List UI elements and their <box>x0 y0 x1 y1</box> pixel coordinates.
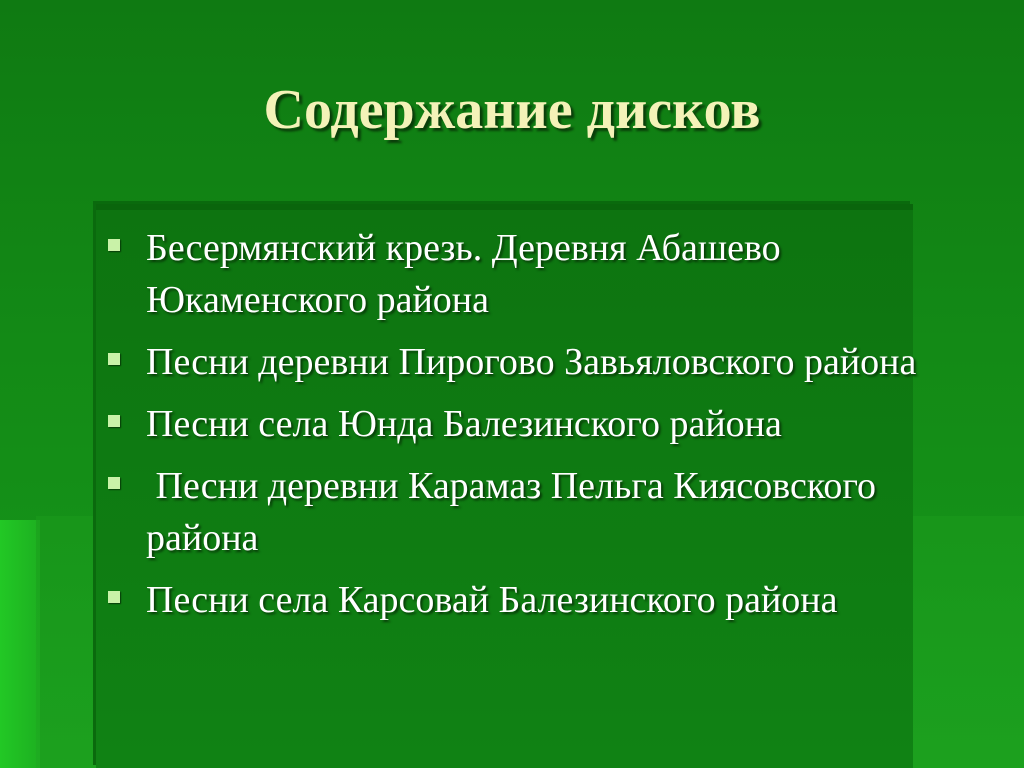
square-bullet-icon <box>108 239 120 251</box>
list-item <box>108 222 988 326</box>
list-item-text: Песни села Юнда Балезинского района <box>146 403 782 445</box>
decorative-panel-edge <box>96 204 913 210</box>
list-item-text: Песни села Карсовай Балезинского района <box>146 579 838 621</box>
list-item <box>108 574 988 626</box>
list-item-text: Песни деревни Пирогово Завьяловского района <box>146 341 917 383</box>
list-item <box>108 336 988 388</box>
square-bullet-icon <box>108 591 120 603</box>
list-item-text: Бесермянский крезь. Деревня Абашево Юкаменского района <box>146 227 781 321</box>
square-bullet-icon <box>108 415 120 427</box>
decorative-left-strip <box>0 520 40 768</box>
square-bullet-icon <box>108 353 120 365</box>
list-item-text: Песни деревни Карамаз Пельга Киясовского района <box>146 465 886 559</box>
list-item <box>108 398 988 450</box>
square-bullet-icon <box>108 477 120 489</box>
list-item <box>108 460 988 564</box>
bullet-list <box>108 222 988 636</box>
slide-title: Содержание дисков <box>263 79 761 141</box>
